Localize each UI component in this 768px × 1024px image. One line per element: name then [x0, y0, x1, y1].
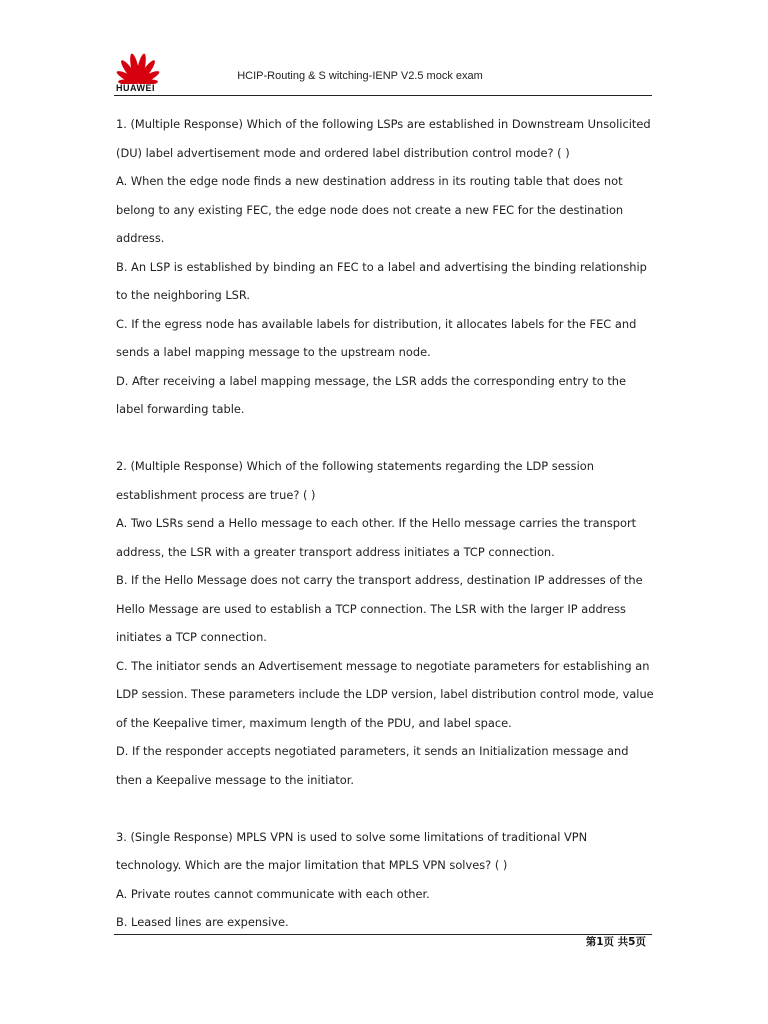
question-1	[116, 110, 656, 424]
question-2	[116, 452, 656, 794]
huawei-petal-icon	[114, 46, 162, 84]
question-stem: 1. (Multiple Response) Which of the following LSPs are established in Downstream Unsolicited (DU) label advertisement mode and ordered label distribution control mode? ( )	[116, 117, 651, 160]
answer-option: B. An LSP is established by binding an FEC to a label and advertising the binding relationship to the neighboring LSR.	[116, 259, 647, 302]
question-stem: 3. (Single Response) MPLS VPN is used to solve some limitations of traditional VPN technology. Which are the major limitation that MPLS VPN solves? ( )	[116, 829, 588, 872]
answer-option: A. Private routes cannot communicate with each other.	[116, 886, 430, 901]
question-stem: 2. (Multiple Response) Which of the following statements regarding the LDP session establishment process are true? ( )	[116, 459, 594, 502]
spacer	[116, 424, 656, 453]
answer-option: A. Two LSRs send a Hello message to each other. If the Hello message carries the transport address, the LSR with a greater transport address initiates a TCP connection.	[116, 516, 637, 559]
answer-option: C. If the egress node has available labels for distribution, it allocates labels for the FEC and sends a label mapping message to the upstream node.	[116, 316, 637, 359]
answer-option: B. Leased lines are expensive.	[116, 915, 289, 929]
question-list	[116, 110, 656, 937]
page-indicator: 第1页 共5页	[585, 936, 646, 948]
answer-option: C. The initiator sends an Advertisement message to negotiate parameters for establishing an LDP session. These parameters include the LDP version, label distribution control mode, value of the Keepalive timer, maximum length of the PDU, and label space.	[116, 658, 654, 730]
document-header-title: HCIP-Routing & S witching-IENP V2.5 mock exam	[237, 70, 483, 82]
answer-option: A. When the edge node finds a new destination address in its routing table that does not belong to any existing FEC, the edge node does not create a new FEC for the destination address.	[116, 174, 624, 245]
logo-wordmark: HUAWEI	[116, 83, 155, 93]
answer-option: D. If the responder accepts negotiated parameters, it sends an Initialization message and then a Keepalive message to the initiator.	[116, 744, 629, 787]
header-divider	[114, 95, 652, 96]
answer-option: B. If the Hello Message does not carry the transport address, destination IP addresses of the Hello Message are used to establish a TCP connection. The LSR with the larger IP address initiates a TCP connection.	[116, 573, 643, 644]
spacer	[116, 794, 656, 823]
footer-divider	[114, 934, 652, 935]
answer-option: D. After receiving a label mapping message, the LSR adds the corresponding entry to the label forwarding table.	[116, 373, 627, 416]
question-3	[116, 823, 656, 937]
